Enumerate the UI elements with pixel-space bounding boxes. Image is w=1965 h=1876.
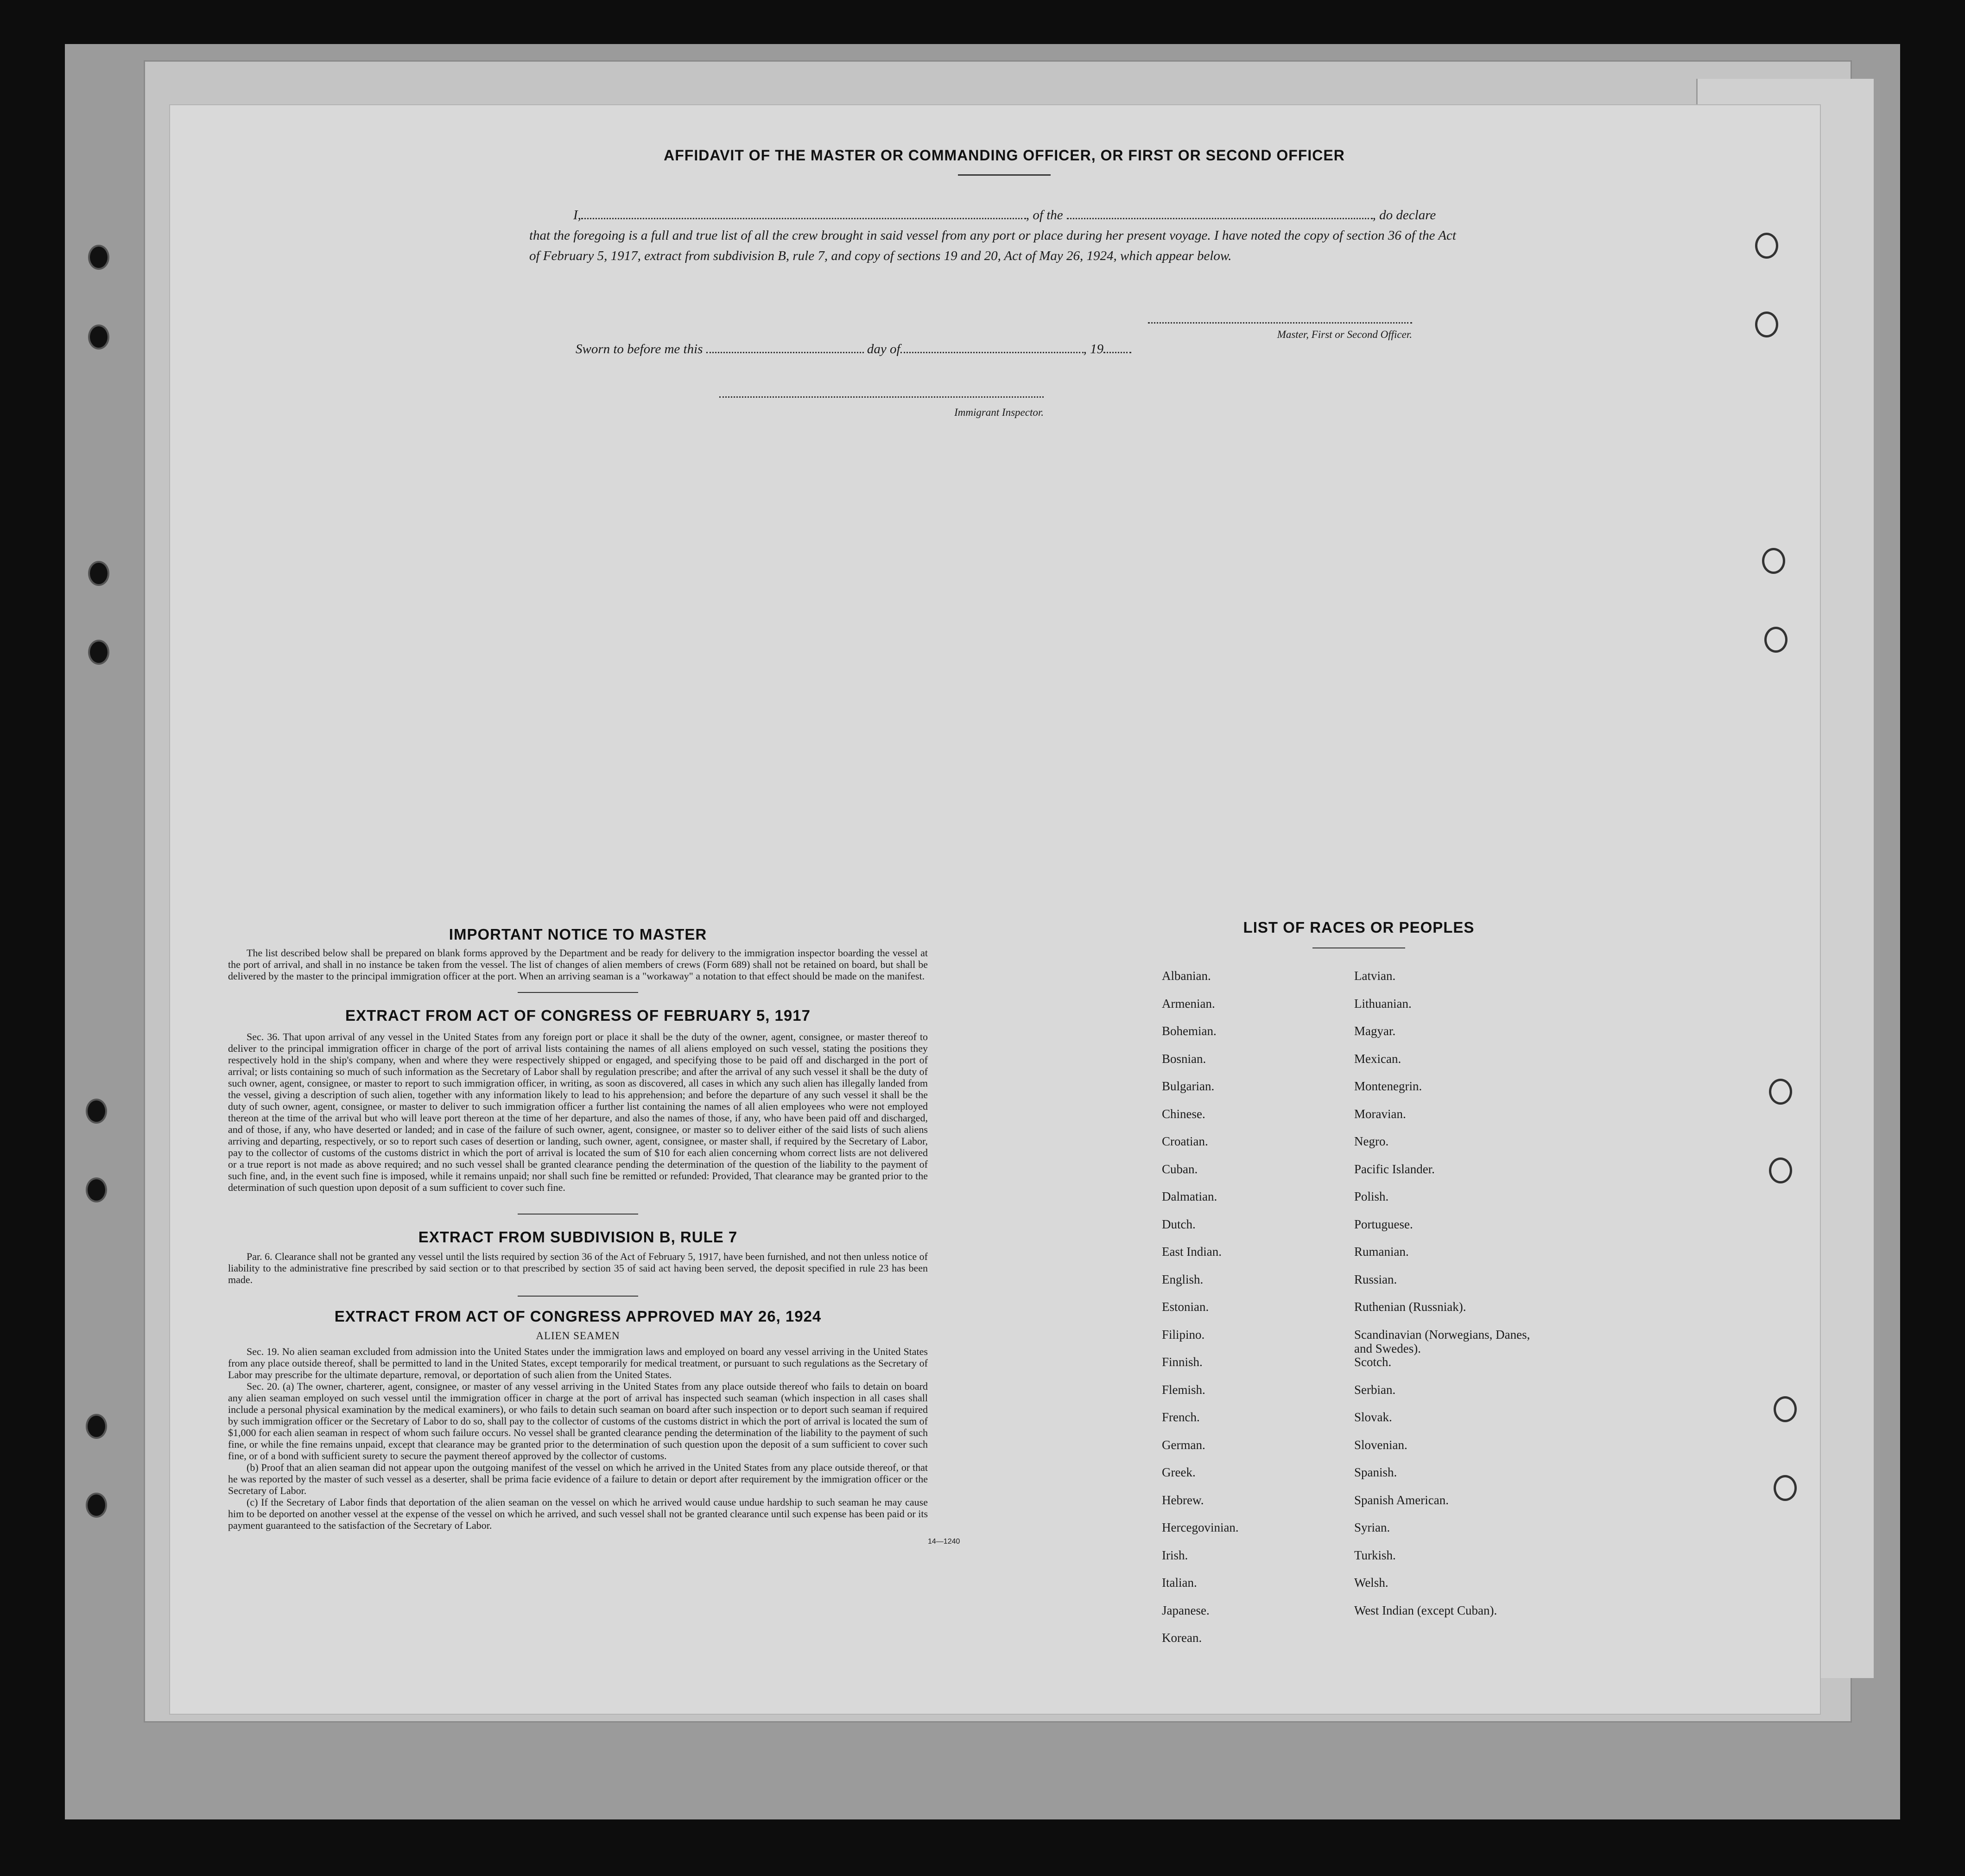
race-list-item: Greek. bbox=[1162, 1465, 1196, 1479]
binder-hole bbox=[88, 561, 109, 586]
inspector-signature-line[interactable] bbox=[719, 396, 1044, 398]
form-number: 14—1240 bbox=[928, 1538, 960, 1545]
master-signature-line[interactable] bbox=[1148, 322, 1412, 324]
extract-rule7-title: EXTRACT FROM SUBDIVISION B, RULE 7 bbox=[418, 1228, 738, 1246]
race-list-item: Welsh. bbox=[1354, 1576, 1388, 1590]
notice-column bbox=[228, 926, 960, 1546]
extract-1924-sec20a: Sec. 20. (a) The owner, charterer, agent, consignee, or master of any vessel arriving in the United States from any place outside thereof who fails to detain on board any alien seaman employed on such vessel until the immigration officer in charge at the port of arrival has inspected such seaman (which inspection in all cases shall include a personal physical examination by the medical examiners), or who fails to detain such seaman on board after such inspection or to deport such seaman if required by such immigration officer or the Secretary of Labor to do so, shall pay to the collector of customs of the customs district in which the port of arrival is located the sum of $1,000 for each alien seaman in respect of whom such failure occurs. No vessel shall be granted clearance pending the determination of the liability to the payment of such fine, or while the fine remains unpaid, except that clearance may be granted prior to the determination of such question upon the deposit of a sum sufficient to cover such fine, or of a bond with sufficient surety to secure the payment thereof approved by the collector of customs. bbox=[228, 1380, 928, 1462]
divider bbox=[518, 1214, 638, 1215]
race-list-item: Albanian. bbox=[1162, 969, 1211, 983]
races-column-1 bbox=[1162, 969, 1375, 1659]
sworn-year: , 19 bbox=[1083, 342, 1104, 356]
race-list-item: Rumanian. bbox=[1354, 1245, 1409, 1259]
binder-hole bbox=[88, 324, 109, 350]
race-list-item: Japanese. bbox=[1162, 1603, 1210, 1617]
extract-1924-sec19: Sec. 19. No alien seaman excluded from admission into the United States under the immigration laws and employed on board any vessel arriving in the United States from any place outside thereof, shall be permitted to land in the United States, except temporarily for medical treatment, or pursuant to such regulations as the Secretary of Labor may prescribe for the ultimate departure, removal, or deportation of such alien from the United States. bbox=[228, 1346, 928, 1380]
race-list-item: Dutch. bbox=[1162, 1217, 1196, 1231]
race-list-item: Dalmatian. bbox=[1162, 1189, 1217, 1203]
races-list bbox=[1162, 969, 1625, 1664]
page-hole bbox=[1774, 1475, 1797, 1501]
vessel-blank[interactable] bbox=[1067, 218, 1373, 219]
sworn-day-blank[interactable] bbox=[706, 352, 864, 353]
race-list-item: Armenian. bbox=[1162, 996, 1215, 1011]
race-list-item: Montenegrin. bbox=[1354, 1079, 1422, 1093]
declaration-body: that the foregoing is a full and true list of all the crew brought in said vessel from any port or place during her present voyage. I have noted the copy of section 36 of the Act of February 5, 1917, extract from subdivision B, rule 7, and copy of sections 19 and 20, Act of May 26, 1924, which appear below. bbox=[529, 228, 1456, 263]
races-title: LIST OF RACES OR PEOPLES bbox=[1243, 919, 1475, 936]
race-list-item: West Indian (except Cuban). bbox=[1354, 1603, 1497, 1617]
binder-hole bbox=[86, 1099, 107, 1124]
race-list-item: Flemish. bbox=[1162, 1382, 1205, 1397]
race-list-item: Estonian. bbox=[1162, 1300, 1209, 1314]
race-list-item: Negro. bbox=[1354, 1134, 1389, 1148]
binder-hole bbox=[86, 1493, 107, 1518]
race-list-item: Mexican. bbox=[1354, 1051, 1401, 1066]
race-list-item: Italian. bbox=[1162, 1576, 1197, 1590]
race-list-item: Filipino. bbox=[1162, 1327, 1205, 1342]
race-list-item: Croatian. bbox=[1162, 1134, 1208, 1148]
notice-body: The list described below shall be prepared on blank forms approved by the Department and be ready for delivery to the immigration inspector boarding the vessel at the port of arrival, and shall in no instance be taken from the vessel. The list of changes of alien members of crews (Form 689) shall not be retained on board, but shall be delivered by the master to the principal immigration officer at the port. When an arriving seaman is a "workaway" a notation to that effect should be made on the manifest. bbox=[228, 947, 928, 982]
binder-hole bbox=[88, 640, 109, 665]
page-hole bbox=[1764, 627, 1788, 653]
declaration-do-declare: , do declare bbox=[1372, 208, 1436, 223]
extract-1917-body: Sec. 36. That upon arrival of any vessel in the United States from any foreign port or place it shall be the duty of the owner, agent, consignee, or master thereof to deliver to the principal immigration officer in charge of the port of arrival lists containing the names of all aliens employed on such vessel, stating the positions they respectively hold in the ship's company, when and where they were respectively shipped or engaged, and specifying those to be paid off and discharged in the port of arrival; or lists containing so much of such information as the Secretary of Labor shall by regulation prescribe; and after the arrival of any such vessel it shall be the duty of such owner, agent, consignee, or master to report to such immigration officer, in writing, as soon as discovered, all cases in which any such alien has illegally landed from the vessel, giving a description of such alien, together with any information likely to lead to his apprehension; and before the departure of any such vessel it shall be the duty of such owner, agent, consignee, or master to deliver to such immigration officer a further list containing the names of all alien employees who were not employed thereon at the time of the arrival but who will leave port thereon at the time of her departure, and also the names of those, if any, who have been paid off and discharged, and of those, if any, who have deserted or landed; and in case of the failure of such owner, agent, consignee, or master so to deliver either of the said lists of such aliens arriving and departing, respectively, or so to report such cases of desertion or landing, such owner, agent, consignee, or master shall, if required by the Secretary of Labor, pay to the collector of customs of the customs district in which the port of arrival is located the sum of $10 for each alien concerning whom correct lists are not delivered or a true report is not made as above required; and no such vessel shall be granted clearance pending the determination of the question of the liability to the payment of such fine, and, in the event such fine is imposed, while it remains unpaid; nor shall such fine be remitted or refunded: Provided, That clearance may be granted prior to the determination of such question upon deposit of a sum sufficient to cover such fine. bbox=[228, 1031, 928, 1193]
master-signature-label: Master, First or Second Officer. bbox=[1277, 329, 1412, 340]
page-hole bbox=[1774, 1396, 1797, 1422]
inspector-signature bbox=[710, 392, 1044, 419]
extract-rule7-body: Par. 6. Clearance shall not be granted any vessel until the lists required by section 36 of the Act of February 5, 1917, have been furnished, and not then unless notice of liability to the administrative fine prescribed by said section or to that prescribed by section 35 of said act having been served, the deposit specified in rule 23 has been made. bbox=[228, 1251, 928, 1285]
race-list-item: Scandinavian (Norwegians, Danes, and Swedes). bbox=[1354, 1327, 1530, 1355]
name-blank[interactable] bbox=[581, 218, 1026, 219]
extract-1924-subtitle: ALIEN SEAMEN bbox=[536, 1330, 620, 1342]
race-list-item: Korean. bbox=[1162, 1631, 1202, 1645]
page-hole bbox=[1769, 1157, 1792, 1183]
race-list-item: Cuban. bbox=[1162, 1162, 1198, 1176]
race-list-item: East Indian. bbox=[1162, 1245, 1222, 1259]
race-list-item: Latvian. bbox=[1354, 969, 1396, 983]
master-signature bbox=[1143, 318, 1412, 341]
race-list-item: Russian. bbox=[1354, 1272, 1397, 1286]
races-column-2 bbox=[1354, 969, 1549, 1631]
race-list-item: Chinese. bbox=[1162, 1107, 1205, 1121]
binder-hole bbox=[86, 1414, 107, 1439]
page-hole bbox=[1755, 233, 1778, 259]
race-list-item: Hercegovinian. bbox=[1162, 1520, 1239, 1534]
sworn-year-blank[interactable] bbox=[1103, 352, 1131, 353]
extract-1924-title: EXTRACT FROM ACT OF CONGRESS APPROVED MAY 26, 1924 bbox=[334, 1308, 822, 1325]
race-list-item: Serbian. bbox=[1354, 1382, 1396, 1397]
race-list-item: Hebrew. bbox=[1162, 1493, 1204, 1507]
sworn-prefix: Sworn to before me this bbox=[576, 342, 703, 356]
divider bbox=[958, 174, 1051, 176]
race-list-item: French. bbox=[1162, 1410, 1200, 1424]
races-section bbox=[1150, 919, 1706, 948]
notice-title: IMPORTANT NOTICE TO MASTER bbox=[449, 926, 707, 943]
race-list-item: English. bbox=[1162, 1272, 1204, 1286]
race-list-item: Moravian. bbox=[1354, 1107, 1406, 1121]
binder-hole bbox=[88, 245, 109, 270]
inspector-label: Immigrant Inspector. bbox=[954, 407, 1044, 418]
race-list-item: Bohemian. bbox=[1162, 1024, 1217, 1038]
sworn-line bbox=[576, 342, 1131, 357]
race-list-item: Syrian. bbox=[1354, 1520, 1390, 1534]
affidavit-declaration bbox=[529, 205, 1456, 266]
extract-1924-sec20c: (c) If the Secretary of Labor finds that deportation of the alien seaman on the vessel on which he arrived would cause undue hardship to such seaman he may cause him to be deported on another vessel at the expense of the vessel on which he arrived, and such vessel shall not be granted clearance until such expense has been paid or its payment guaranteed to the satisfaction of the Secretary of Labor. bbox=[228, 1496, 928, 1531]
declaration-of-the: , of the bbox=[1026, 208, 1063, 223]
binder-hole bbox=[86, 1177, 107, 1202]
race-list-item: Spanish. bbox=[1354, 1465, 1397, 1479]
page-hole bbox=[1769, 1079, 1792, 1105]
race-list-item: German. bbox=[1162, 1437, 1205, 1452]
race-list-item: Polish. bbox=[1354, 1189, 1389, 1203]
affidavit-title: AFFIDAVIT OF THE MASTER OR COMMANDING OFFICER, OR FIRST OR SECOND OFFICER bbox=[664, 147, 1345, 164]
race-list-item: Finnish. bbox=[1162, 1355, 1203, 1369]
declaration-first-line bbox=[529, 205, 1456, 225]
extract-1917-title: EXTRACT FROM ACT OF CONGRESS OF FEBRUARY 5, 1917 bbox=[345, 1007, 811, 1024]
sworn-month-blank[interactable] bbox=[900, 352, 1084, 353]
declaration-i: I, bbox=[573, 208, 581, 223]
race-list-item: Bulgarian. bbox=[1162, 1079, 1215, 1093]
race-list-item: Irish. bbox=[1162, 1548, 1188, 1562]
race-list-item: Magyar. bbox=[1354, 1024, 1396, 1038]
race-list-item: Spanish American. bbox=[1354, 1493, 1449, 1507]
race-list-item: Ruthenian (Russniak). bbox=[1354, 1300, 1466, 1314]
sworn-day-of: day of bbox=[867, 342, 900, 356]
page-hole bbox=[1755, 312, 1778, 337]
affidavit-section bbox=[494, 147, 1514, 176]
race-list-item: Portuguese. bbox=[1354, 1217, 1413, 1231]
race-list-item: Turkish. bbox=[1354, 1548, 1396, 1562]
race-list-item: Pacific Islander. bbox=[1354, 1162, 1435, 1176]
divider bbox=[518, 992, 638, 993]
divider bbox=[518, 1296, 638, 1297]
race-list-item: Slovak. bbox=[1354, 1410, 1392, 1424]
extract-1924-sec20b: (b) Proof that an alien seaman did not appear upon the outgoing manifest of the vessel on which he arrived in the United States from any place outside thereof, or that he was reported by the master of such vessel as a deserter, shall be prima facie evidence of a failure to detain or deport after requirement by the immigration officer or the Secretary of Labor. bbox=[228, 1462, 928, 1496]
manifest-page bbox=[169, 104, 1821, 1715]
race-list-item: Scotch. bbox=[1354, 1355, 1392, 1369]
race-list-item: Lithuanian. bbox=[1354, 996, 1412, 1011]
race-list-item: Bosnian. bbox=[1162, 1051, 1206, 1066]
page-hole bbox=[1762, 548, 1785, 574]
race-list-item: Slovenian. bbox=[1354, 1437, 1407, 1452]
